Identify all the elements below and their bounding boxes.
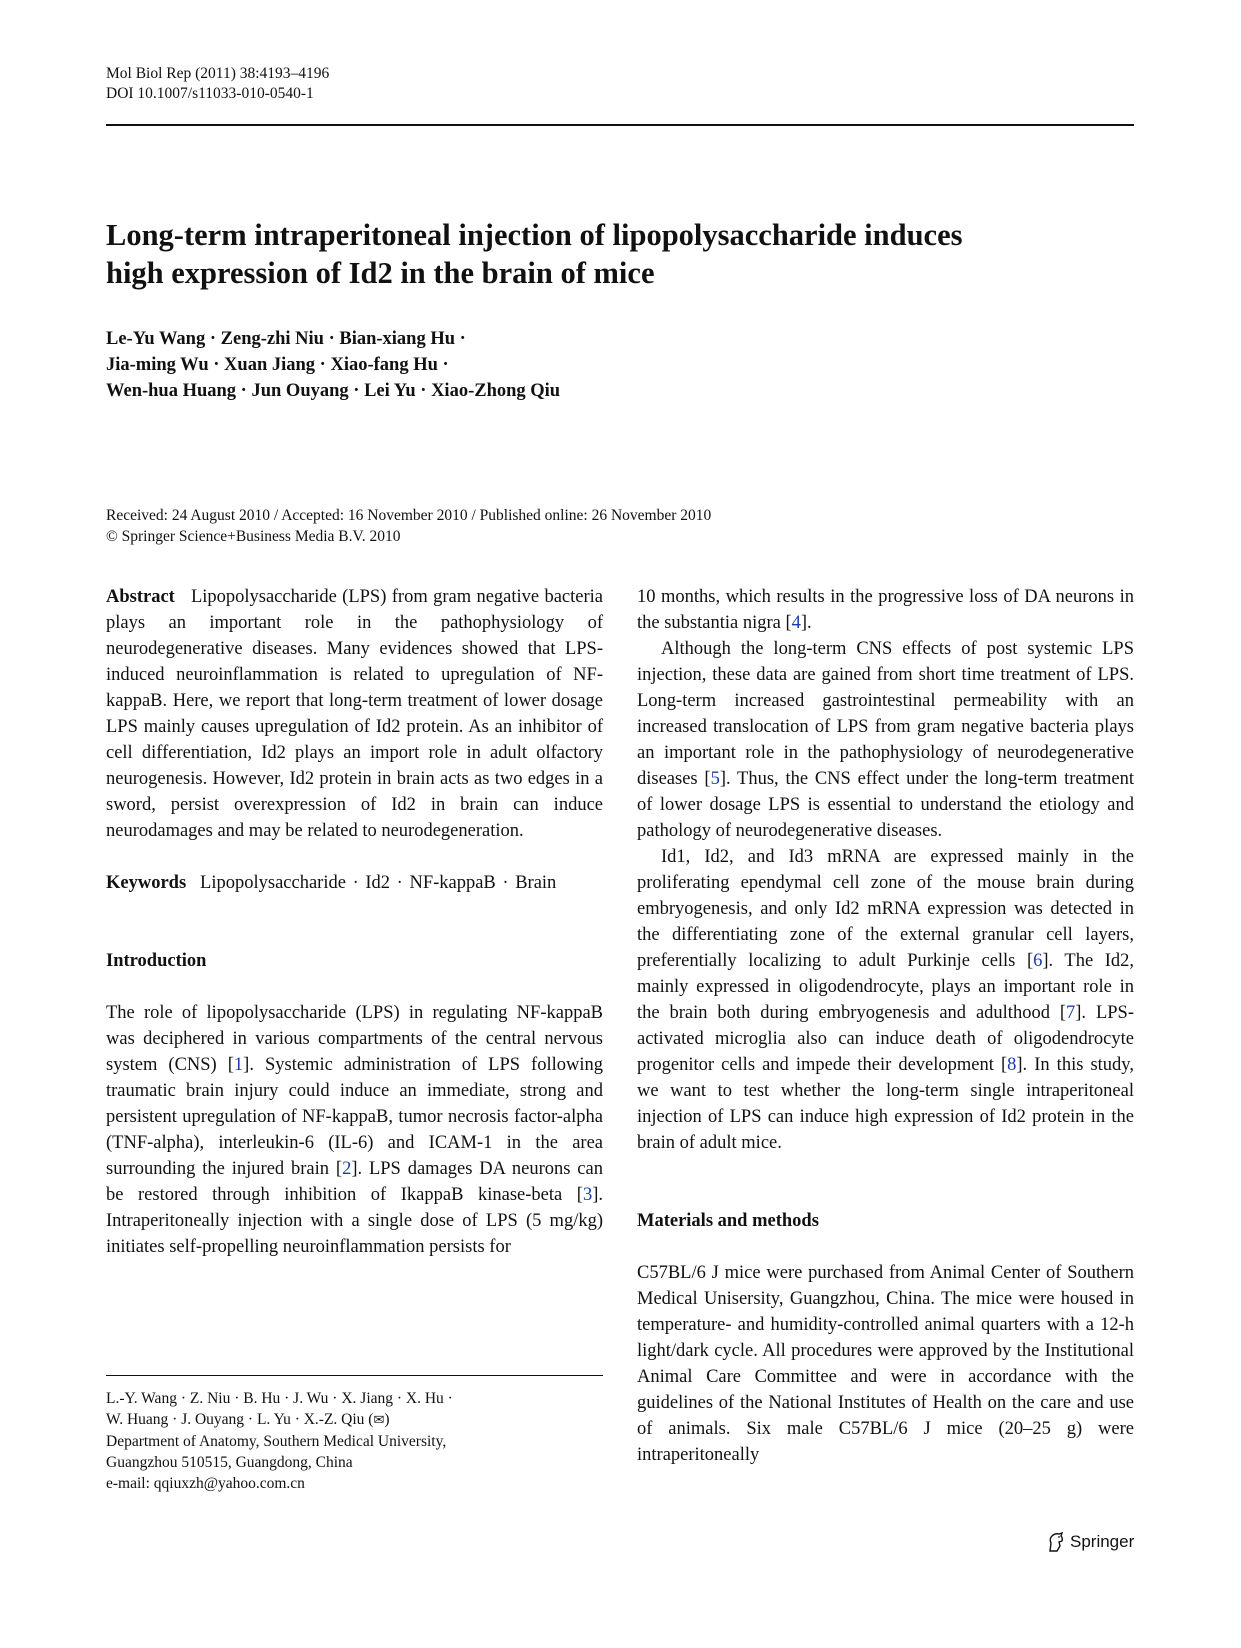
- intro-text: The role of lipopolysaccharide (LPS) in regulating NF-kappaB was deciphered in various compartments of the central nervous system (CNS) [: [106, 1003, 603, 1075]
- footnote-line-3: Department of Anatomy, Southern Medical University,: [106, 1433, 447, 1450]
- intro-text: ]. In this study, we want to test whether the long-term single intraperitoneal injection of LPS can induce high expression of Id2 protein in the brain of adult mice.: [637, 1055, 1134, 1153]
- history-line: Received: 24 August 2010 / Accepted: 16 November 2010 / Published online: 26 November 2010: [106, 507, 712, 524]
- introduction-heading: Introduction: [106, 951, 207, 971]
- footnote-text: W. Huang · J. Ouyang · L. Yu · X.-Z. Qiu (: [106, 1411, 374, 1428]
- envelope-icon: ✉: [373, 1413, 385, 1428]
- introduction-paragraph-1-continued: [637, 584, 1134, 636]
- right-column: [637, 584, 1134, 1468]
- springer-horse-icon: [1046, 1531, 1066, 1553]
- publication-history: [106, 505, 711, 547]
- intro-text: 10 months, which results in the progressive loss of DA neurons in the substantia nigra [: [637, 587, 1134, 633]
- keyword-separator: ·: [396, 873, 403, 893]
- abstract-text: Lipopolysaccharide (LPS) from gram negative bacteria plays an important role in the pathophysiology of neurodegenerative diseases. Many evidences showed that LPS-induced neuroinflammation is related to upregulation of NF-kappaB. Here, we report that long-term treatment of lower dosage LPS mainly causes upregulation of Id2 protein. As an inhibitor of cell differentiation, Id2 plays an import role in adult olfactory neurogenesis. However, Id2 protein in brain acts as two edges in a sword, persist overexpression of Id2 in brain can induce neurodamages and may be related to neurodegeneration.: [106, 587, 604, 841]
- keywords: [106, 870, 603, 896]
- intro-text: ]. The Id2, mainly expressed in oligodendrocyte, plays an important role in the brain both during embryogenesis and adulthood [: [637, 951, 1135, 1023]
- footnote-rule: [106, 1375, 603, 1376]
- keyword-item: Brain: [515, 873, 557, 893]
- journal-line: Mol Biol Rep (2011) 38:4193–4196: [106, 65, 330, 82]
- intro-text: ]. LPS-activated microglia also can induce death of oligodendrocyte progenitor cells and impede their development [: [637, 1003, 1135, 1075]
- title-line-1: Long-term intraperitoneal injection of lipopolysaccharide induces: [106, 218, 963, 252]
- keyword-separator: ·: [502, 873, 509, 893]
- author-affiliation-footnote: [106, 1388, 453, 1494]
- keyword-separator: ·: [352, 873, 359, 893]
- citation-link[interactable]: 6: [1033, 951, 1043, 971]
- left-column: [106, 584, 603, 1260]
- footnote-line-1: L.-Y. Wang · Z. Niu · B. Hu · J. Wu · X. Jiang · X. Hu ·: [106, 1390, 453, 1407]
- footnote-text: ): [384, 1411, 390, 1428]
- header-rule: [106, 124, 1134, 126]
- introduction-paragraph-2: [637, 636, 1134, 844]
- article-title: [106, 216, 1106, 292]
- footnote-line-2: [106, 1409, 453, 1431]
- citation-link[interactable]: 5: [710, 769, 720, 789]
- keywords-label: Keywords: [106, 873, 187, 893]
- footnote-line-4: Guangzhou 510515, Guangdong, China: [106, 1454, 353, 1471]
- methods-heading: Materials and methods: [637, 1211, 819, 1231]
- intro-text: ]. LPS damages DA neurons can be restored through inhibition of IkappaB kinase-beta [: [106, 1159, 603, 1205]
- keyword-item: NF-kappaB: [409, 873, 496, 893]
- citation-link[interactable]: 7: [1066, 1003, 1076, 1023]
- copyright-line: © Springer Science+Business Media B.V. 2010: [106, 528, 401, 545]
- title-line-2: high expression of Id2 in the brain of mice: [106, 256, 655, 290]
- journal-citation: [106, 64, 329, 104]
- intro-text: ]. Thus, the CNS effect under the long-term treatment of lower dosage LPS is essential to understand the etiology and pathology of neurodegenerative diseases.: [637, 769, 1134, 841]
- intro-text: ].: [800, 613, 812, 633]
- keyword-item: Lipopolysaccharide: [200, 873, 346, 893]
- publisher-logo: [1046, 1531, 1134, 1553]
- abstract: [106, 584, 603, 844]
- introduction-paragraph-3: [637, 844, 1134, 1156]
- author-list: [106, 326, 560, 404]
- citation-link[interactable]: 4: [791, 613, 801, 633]
- intro-text: Id1, Id2, and Id3 mRNA are expressed mainly in the proliferating ependymal cell zone of the mouse brain during embryogenesis, and only Id2 mRNA expression was detected in the differentiating zone of the external granular cell layers, preferentially localizing to adult Purkinje cells [: [637, 847, 1134, 971]
- keyword-item: Id2: [365, 873, 391, 893]
- authors-line-1: Le-Yu Wang · Zeng-zhi Niu · Bian-xiang Hu ·: [106, 329, 466, 349]
- citation-link[interactable]: 8: [1007, 1055, 1017, 1075]
- intro-text: ]. Intraperitoneally injection with a single dose of LPS (5 mg/kg) initiates self-propelling neuroinflammation persists for: [106, 1185, 603, 1257]
- publisher-name: Springer: [1070, 1532, 1135, 1551]
- intro-text: ]. Systemic administration of LPS following traumatic brain injury could induce an immediate, strong and persistent upregulation of NF-kappaB, tumor necrosis factor-alpha (TNF-alpha), interleukin-6 (IL-6) and ICAM-1 in the area surrounding the injured brain [: [106, 1055, 603, 1179]
- citation-link[interactable]: 2: [342, 1159, 352, 1179]
- intro-text: Although the long-term CNS effects of post systemic LPS injection, these data are gained from short time treatment of LPS. Long-term increased gastrointestinal permeability with an increased translocation of LPS from gram negative bacteria plays an important role in the pathophysiology of neurodegenerative diseases [: [637, 639, 1134, 789]
- methods-paragraph-1: C57BL/6 J mice were purchased from Animal Center of Southern Medical Unisersity, Guangzhou, China. The mice were housed in temperature- and humidity-controlled animal quarters with a 12-h light/dark cycle. All procedures were approved by the Institutional Animal Care Committee and were in accordance with the guidelines of the National Institutes of Health on the care and use of animals. Six male C57BL/6 J mice (20–25 g) were intraperitoneally: [637, 1263, 1134, 1465]
- authors-line-2: Jia-ming Wu · Xuan Jiang · Xiao-fang Hu ·: [106, 355, 449, 375]
- citation-link[interactable]: 1: [233, 1055, 244, 1075]
- abstract-label: Abstract: [106, 587, 175, 607]
- corresponding-email[interactable]: e-mail: qqiuxzh@yahoo.com.cn: [106, 1475, 305, 1492]
- doi-line: DOI 10.1007/s11033-010-0540-1: [106, 85, 314, 102]
- introduction-paragraph-1: [106, 1000, 603, 1260]
- citation-link[interactable]: 3: [582, 1185, 593, 1205]
- authors-line-3: Wen-hua Huang · Jun Ouyang · Lei Yu · Xiao-Zhong Qiu: [106, 381, 561, 401]
